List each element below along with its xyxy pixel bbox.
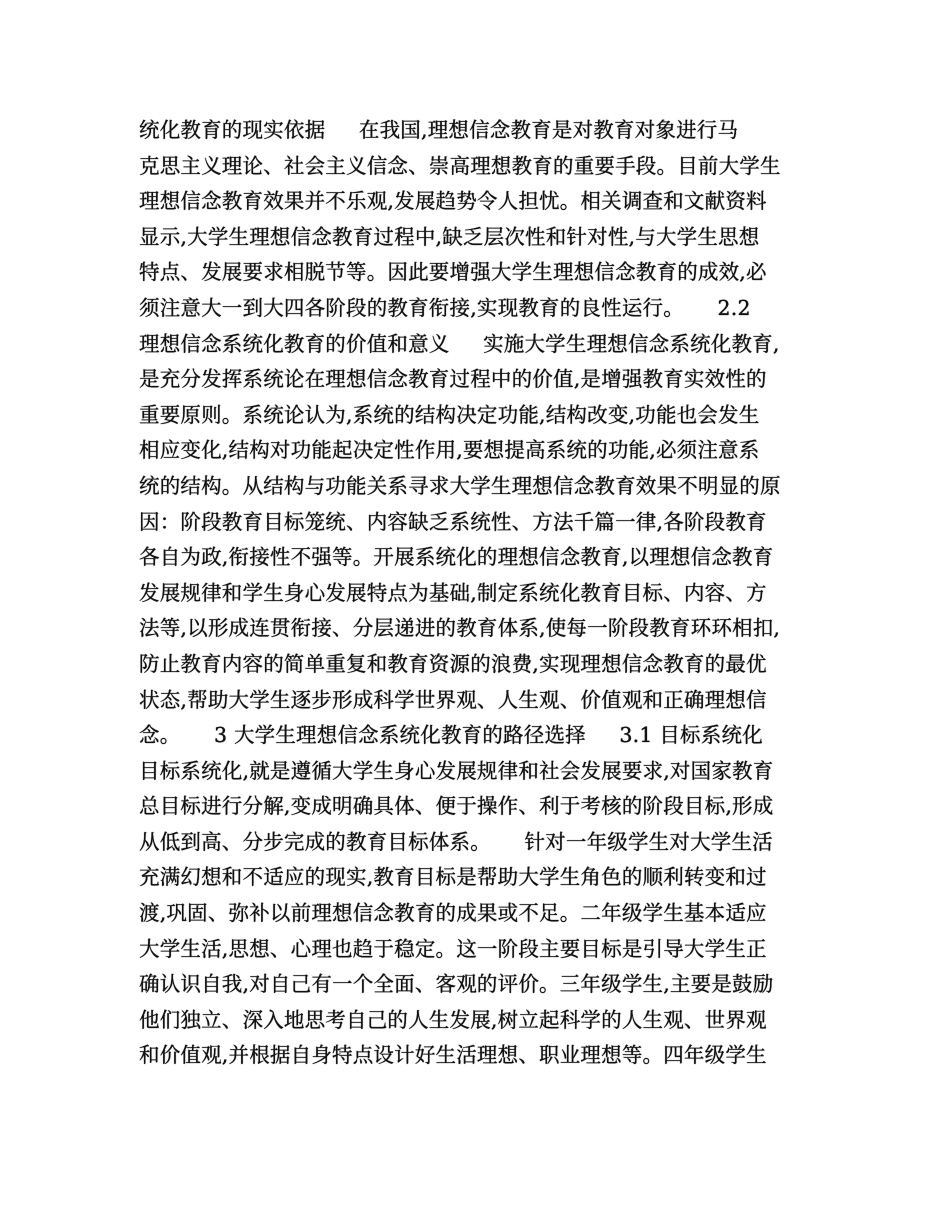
text-line: 大学生活,思想、心理也趋于稳定。这一阶段主要目标是引导大学生正 [139,936,767,961]
text-line: 发展规律和学生身心发展特点为基础,制定系统化教育目标、内容、方 [139,580,767,605]
text-line: 充满幻想和不适应的现实,教育目标是帮助大学生角色的顺利转变和过 [139,865,767,890]
text-line: 从低到高、分步完成的教育目标体系。 针对一年级学生对大学生活 [139,829,773,854]
text-line: 统的结构。从结构与功能关系寻求大学生理想信念教育效果不明显的原 [139,473,781,498]
text-line: 统化教育的现实依据 在我国,理想信念教育是对教育对象进行马 [139,118,739,142]
body-text [139,113,829,1074]
text-line: 相应变化,结构对功能起决定性作用,要想提高系统的功能,必须注意系 [139,438,760,463]
text-line: 理想信念系统化教育的价值和意义 实施大学生理想信念系统化教育, [139,331,780,356]
text-line: 念。 3 大学生理想信念系统化教育的路径选择 3.1 目标系统化 [139,723,763,748]
text-line: 总目标进行分解,变成明确具体、便于操作、利于考核的阶段目标,形成 [139,794,774,819]
text-line: 法等,以形成连贯衔接、分层递进的教育体系,使每一阶段教育环环相扣, [139,616,781,641]
text-line: 须注意大一到大四各阶段的教育衔接,实现教育的良性运行。 2.2 [139,295,751,320]
text-line: 显示,大学生理想信念教育过程中,缺乏层次性和针对性,与大学生思想 [139,224,760,249]
text-line: 克思主义理论、社会主义信念、崇高理想教育的重要手段。目前大学生 [139,153,781,178]
text-line: 渡,巩固、弥补以前理想信念教育的成果或不足。二年级学生基本适应 [139,901,767,926]
text-line: 状态,帮助大学生逐步形成科学世界观、人生观、价值观和正确理想信 [139,687,767,712]
text-line: 防止教育内容的简单重复和教育资源的浪费,实现理想信念教育的最优 [139,651,767,676]
text-line: 特点、发展要求相脱节等。因此要增强大学生理想信念教育的成效,必 [139,260,767,285]
text-line: 各自为政,衔接性不强等。开展系统化的理想信念教育,以理想信念教育 [139,545,774,570]
text-line: 是充分发挥系统论在理想信念教育过程中的价值,是增强教育实效性的 [139,367,767,392]
text-line: 确认识自我,对自己有一个全面、客观的评价。三年级学生,主要是鼓励 [139,972,774,997]
text-line: 理想信念教育效果并不乐观,发展趋势令人担忧。相关调查和文献资料 [139,189,767,214]
text-line: 他们独立、深入地思考自己的人生发展,树立起科学的人生观、世界观 [139,1007,767,1032]
text-line: 因：阶段教育目标笼统、内容缺乏系统性、方法千篇一律,各阶段教育 [139,509,767,534]
text-line: 目标系统化,就是遵循大学生身心发展规律和社会发展要求,对国家教育 [139,758,774,783]
text-line: 和价值观,并根据自身特点设计好生活理想、职业理想等。四年级学生 [139,1043,767,1068]
text-line: 重要原则。系统论认为,系统的结构决定功能,结构改变,功能也会发生 [139,402,760,427]
